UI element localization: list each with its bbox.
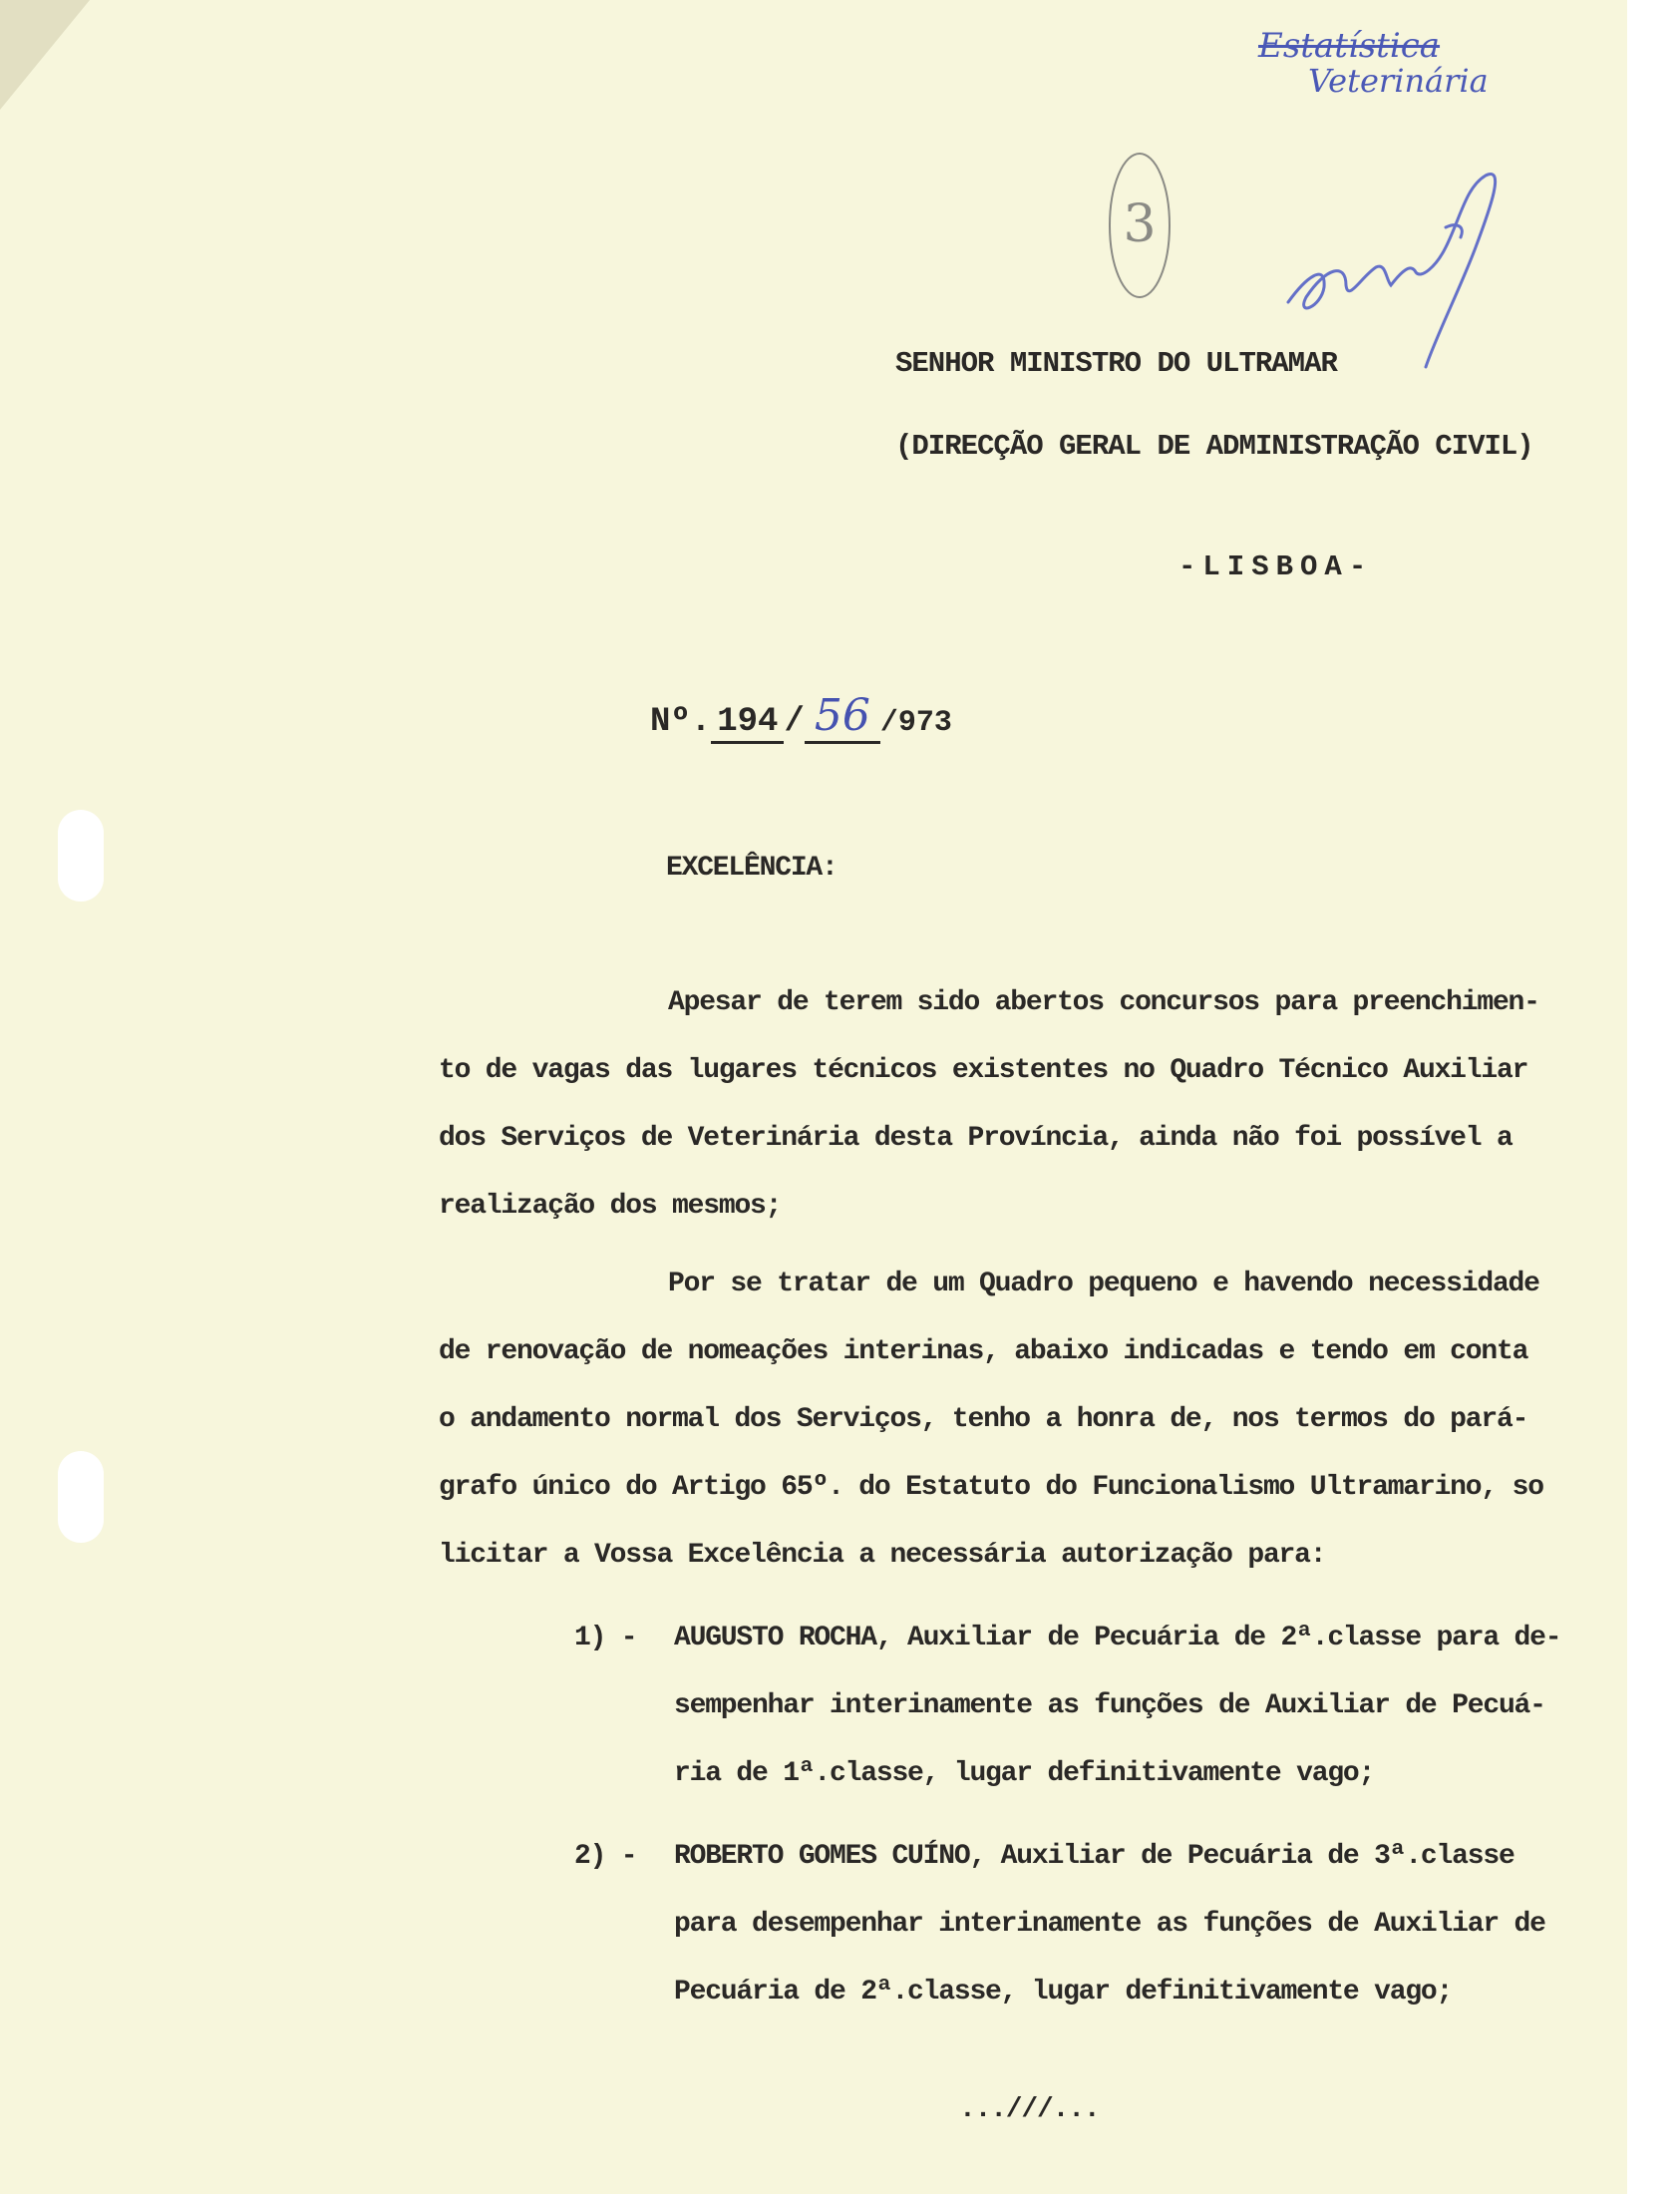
body-line: Apesar de terem sido abertos concursos para preenchimen- (668, 987, 1539, 1018)
item-line: sempenhar interinamente as funções de Auxiliar de Pecuá- (674, 1690, 1545, 1721)
body-line: realização dos mesmos; (439, 1191, 782, 1222)
punch-hole-upper (58, 810, 104, 902)
reference-part-1: 194 (711, 703, 784, 744)
reference-prefix: Nº. (650, 703, 712, 741)
body-line: de renovação de nomeações interinas, abaixo indicadas e tendo em conta (439, 1336, 1528, 1367)
body-line: grafo único do Artigo 65º. do Estatuto do Funcionalismo Ultramarino, so (439, 1472, 1543, 1503)
item-line: Pecuária de 2ª.classe, lugar definitivamente vago; (674, 1977, 1453, 2008)
item-marker: 1) - (574, 1623, 637, 1653)
salutation: EXCELÊNCIA: (666, 853, 838, 884)
reference-part-2-handwritten: 56 (805, 690, 880, 744)
item-line: para desempenhar interinamente as funções de Auxiliar de (674, 1909, 1545, 1940)
body-line: to de vagas das lugares técnicos existentes no Quadro Técnico Auxiliar (439, 1055, 1528, 1086)
scan-margin (1627, 0, 1680, 2194)
reference-number: Nº. 194 / 56 / 973 (650, 690, 952, 744)
item-line: ria de 1ª.classe, lugar definitivamente vago; (674, 1758, 1375, 1789)
continuation-mark: ...///... (959, 2094, 1100, 2125)
folded-corner (0, 0, 90, 110)
pencil-circled-number (1105, 150, 1175, 301)
handwritten-department: Veterinária (1308, 62, 1489, 100)
body-line: o andamento normal dos Serviços, tenho a honra de, nos termos do pará- (439, 1404, 1528, 1435)
addressee-line: SENHOR MINISTRO DO ULTRAMAR (895, 347, 1337, 380)
punch-hole-lower (58, 1451, 104, 1543)
reference-part-3: 973 (897, 706, 952, 740)
body-line: dos Serviços de Veterinária desta Província, ainda não foi possível a (439, 1123, 1512, 1154)
body-line: licitar a Vossa Excelência a necessária autorização para: (439, 1540, 1326, 1571)
addressee-department: (DIRECÇÃO GERAL DE ADMINISTRAÇÃO CIVIL) (895, 430, 1533, 463)
handwritten-struck-word: Estatística (1258, 26, 1441, 66)
item-line: AUGUSTO ROCHA, Auxiliar de Pecuária de 2ª.classe para de- (674, 1623, 1561, 1653)
body-line: Por se tratar de um Quadro pequeno e havendo necessidade (668, 1269, 1539, 1299)
addressee-city: -LISBOA- (1178, 550, 1374, 583)
item-line: ROBERTO GOMES CUÍNO, Auxiliar de Pecuária de 3ª.classe (674, 1841, 1514, 1872)
item-marker: 2) - (574, 1841, 637, 1872)
svg-text:3: 3 (1123, 194, 1157, 254)
